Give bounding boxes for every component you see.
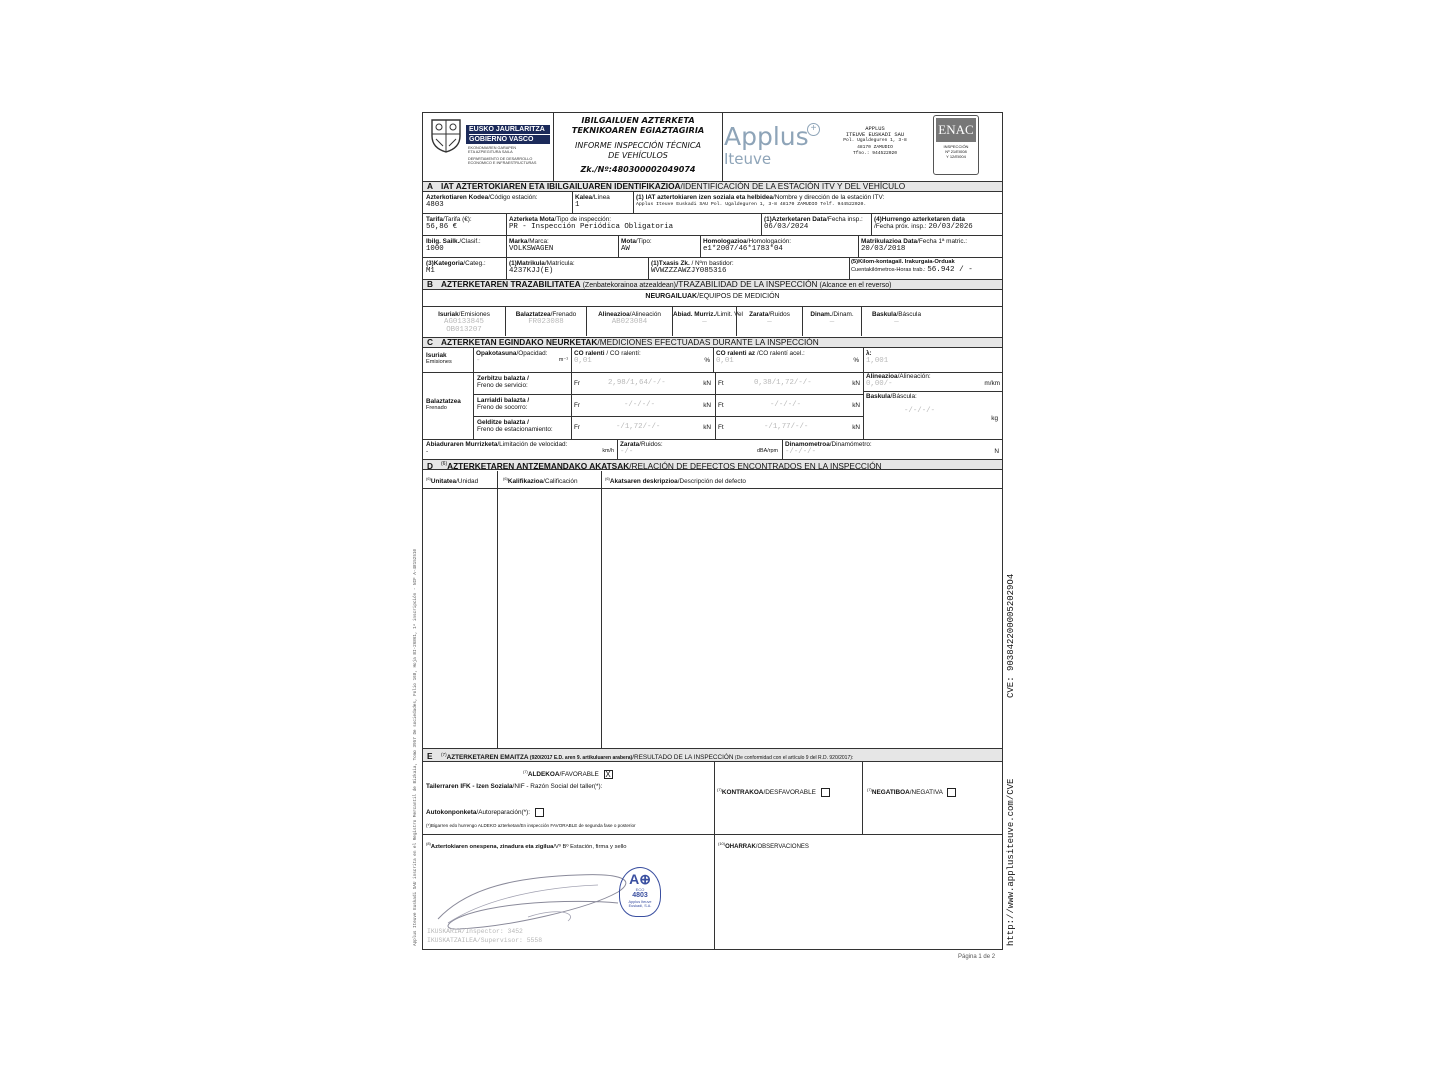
next-date-cell: (4)Hurrengo azterketaren data /Fecha próx. insp.: 20/03/2026 — [874, 216, 973, 232]
plate-cell: (1)Matrikula/Matrícula: 4237KJJ(E) — [509, 260, 644, 275]
applus-brand: Applus — [724, 122, 809, 151]
section-a-row1 — [423, 192, 1002, 213]
favorable-checkbox[interactable]: X — [605, 769, 611, 779]
stamp-logo: A⊕ — [629, 871, 651, 887]
section-b-header: B AZTERKETAREN TRAZABILITATEA (Zenbatekorainoa atzealdean)/TRAZABILIDAD DE LA INSPECCIÓN (Alcance en el reverso) — [423, 279, 1002, 290]
inspection-type-cell: Azterketa Mota/Tipo de inspección: PR - Inspección Periódica Obligatoria — [509, 216, 759, 231]
plate: 4237KJJ(E) — [509, 267, 554, 276]
inspection-date: 06/03/2024 — [764, 223, 809, 232]
title-es-line2: DE VEHÍCULOS — [608, 151, 668, 160]
gov-name-box — [466, 125, 550, 144]
equipment-id: — — [829, 318, 835, 327]
defects-header-row — [423, 471, 1002, 488]
observations-label: $^{(10)}$OHARRAK/OBSERVACIONES — [718, 841, 809, 850]
co-idle-cell: CO ralenti / CO ralentí: 0,01 % — [574, 350, 710, 366]
station-code-cell: Azterkotiaren Kodea/Código estación: 4803 — [426, 194, 566, 209]
tariff-cell: Tarifa/Tarifa (€): 56,86 € — [426, 216, 502, 231]
vehicle-class: 1000 — [426, 245, 444, 254]
noise-cell: Zarata/Ruidos: -/- dBA/rpm — [620, 441, 778, 457]
station-code: 4803 — [426, 201, 444, 210]
alignment-cell: Alineazioa/Alineación: 0,00/- m/km — [866, 373, 1000, 389]
parking-brake-row: Gelditze balazta / Freno de estacionamiento: Fr -/1,72/-/- kN Ft -/1,77/-/- kN — [474, 417, 863, 439]
odometer: 56.942 / - — [927, 266, 973, 275]
inspection-report — [422, 112, 1003, 950]
col-rating: $^{(6)}$Kalifikazioa/Calificación — [503, 476, 578, 486]
report-title — [554, 115, 722, 179]
vin-cell: (1)Txasis Zk. / Nºm bastidor: WVWZZZAWZJY085316 — [651, 260, 846, 275]
brand-cell: Marka/Marca: VOLKSWAGEN — [509, 238, 617, 253]
equipment-id: — — [702, 318, 707, 327]
unfavorable-option: $^{(7)}$KONTRAKOA/DESFAVORABLE — [717, 786, 830, 797]
result-footnote: (*)Bigarren edo hurrengo ALDEKO azterketan/En inspección FAVORABLE de segunda fase o posterior — [426, 823, 636, 828]
company-address: APPLUS ITEUVE EUSKADI SAU Pol. Ugaldeguren 1, 3-8 48170 ZAMUDIO Tfno.: 944522020 — [843, 126, 907, 156]
gov-dept: EKONOMIAREN GARAPEN ETA AZPIEGITURA SAILA DEPARTAMENTO DE DESARROLLO ECONOMICO E INFRAESTRUCTURAS — [468, 146, 537, 166]
section-e-header: E $^{(7)}$AZTERKETAREN EMAITZA (920/2017 E.D. aren 9. artikuluaren arabera)/RESULTADO DE LA INSPECCIÓN (De conformidad con el artículo 9 del R.D. 920/2017): — [423, 748, 1002, 762]
service-brake-row: Zerbitzu balazta / Freno de servicio: Fr 2,98/1,64/-/- kN Ft 0,38/1,72/-/- kN — [474, 373, 863, 395]
title-eu-line1: IBILGAILUEN AZTERKETA — [581, 115, 695, 125]
section-a-row4 — [423, 258, 1002, 279]
line-value: 1 — [575, 201, 580, 210]
dyno-cell: Dinamometroa/Dinamómetro: -/-/-/- N — [785, 441, 999, 457]
equipment-id: — — [767, 318, 772, 327]
tariff: 56,86 € — [426, 223, 458, 232]
equipment-cell: Isuriak/Emisiones AG0133845 OB013207 — [423, 307, 505, 336]
equipment-id: FR023088 — [528, 318, 564, 327]
report-number: Zk./Nº:480300002049074 — [580, 165, 696, 174]
parking-brake-fr: -/1,72/-/- — [616, 423, 661, 431]
service-brake-ft: 0,38/1,72/-/- — [754, 379, 812, 387]
class-cell: Ibilg. Sailk./Clasif.: 1000 — [426, 238, 502, 253]
col-unit: $^{(6)}$Unitatea/Unidad — [426, 476, 479, 486]
enac-logo: ENAC INSPECCIÓN Nº 21/EI008 Y 12/EI004 — [933, 115, 979, 175]
stamp-number: 4803 — [632, 892, 648, 899]
defects-body — [423, 489, 1002, 748]
opacity-cell: Opakotasuna/Opacidad: - m⁻¹ — [476, 350, 568, 366]
category: M1 — [426, 267, 435, 276]
service-brake-fr: 2,98/1,64/-/- — [608, 379, 666, 387]
applus-sub: Iteuve — [724, 150, 772, 168]
category-cell: (3)Kategoria/Categ.: M1 — [426, 260, 502, 275]
section-c-header: C AZTERKETAN EGINDAKO NEURKETAK/MEDICIONES EFECTUADAS DURANTE LA INSPECCIÓN — [423, 337, 1002, 348]
inspector-line: IKUSKARIA/Inspector: 3452 — [427, 928, 523, 935]
unfavorable-checkbox[interactable] — [821, 788, 830, 797]
emergency-brake-ft: -/-/-/- — [770, 401, 802, 409]
equipment-id: — — [894, 318, 899, 327]
equipment-cell: Baskula/Báscula — — [861, 307, 931, 336]
page-number: Página 1 de 2 — [958, 954, 996, 960]
braking-block — [423, 373, 1002, 439]
equipment-row — [423, 307, 1002, 336]
observations-block — [715, 835, 1002, 949]
station-name: Applus Iteuve Euskadi SAU Pol. Ugaldeguren 1, 3-8 48170 ZAMUDIO Telf. 944522020. — [636, 202, 867, 208]
homologation-cell: Homologazioa/Homologación: e1*2007/46*1783*04 — [703, 238, 855, 253]
gov-emblem-icon — [428, 116, 464, 154]
equipment-cell: Abiad. Murriz./Limit. Vel — — [672, 307, 736, 336]
odometer-cell: (5)Kilom-kontagail. Irakurgaia-Orduak Cuentakilómetros-Horas trab.: 56.942 / - — [851, 259, 973, 275]
speed-noise-row — [423, 440, 1002, 459]
station-name-cell: (1) IAT aztertokiaren izen soziala eta helbidea/Nombre y dirección de la estación ITV: Applus Iteuve Euskadi SAU Pol. Ugaldeguren 1, 3-8 48170 ZAMUDIO Telf. 944522020. — [636, 194, 998, 209]
signature-block — [423, 835, 714, 949]
inspection-type: PR - Inspección Periódica Obligatoria — [509, 223, 674, 232]
vehicle-brand: VOLKSWAGEN — [509, 245, 554, 254]
inspection-date-cell: (1)Azterketaren Data/Fecha insp.: 06/03/2024 — [764, 216, 868, 231]
result-block — [423, 762, 1002, 834]
signature-label: $^{(8)}$Aztertokiaren onespena, zinadura eta zigilua/Vº Bº Estación, firma y sello — [426, 841, 627, 850]
section-a-header: A IAT AZTERTOKIAREN ETA IBILGAILUAREN IDENTIFIKAZIOA/IDENTIFICACIÓN DE LA ESTACIÓN ITV Y DEL VEHÍCULO — [423, 181, 1002, 192]
type-cell: Mota/Tipo: AW — [621, 238, 696, 253]
title-eu-line2: TEKNIKOAREN EGIAZTAGIRIA — [571, 125, 705, 135]
emergency-brake-fr: -/-/-/- — [624, 401, 656, 409]
speed-limit-cell: Abiaduraren Murrizketa/Limitación de velocidad: - km/h — [426, 441, 614, 456]
co-accel-cell: CO ralenti az /CO ralentí acel.: 0,01 % — [716, 350, 859, 366]
homologation: e1*2007/46*1783*04 — [703, 245, 783, 254]
registration-date: 20/03/2018 — [861, 245, 906, 254]
self-repair-checkbox[interactable] — [535, 808, 544, 817]
applus-logo — [724, 123, 824, 173]
favorable-option: $^{(7)}$ALDEKOA/FAVORABLE X — [523, 769, 611, 779]
braking-label: Balaztatzea Frenado — [426, 398, 461, 412]
vin: WVWZZZAWZJY085316 — [651, 267, 727, 276]
cve-url: http://www.applusiteuve.com/CVE — [1006, 778, 1016, 946]
equipment-id: AB023084 — [611, 318, 648, 327]
lambda-cell: λ: 1,001 — [866, 350, 889, 366]
emissions-label: Isuriak Emisiones — [426, 352, 452, 366]
equipment-id-2: OB013207 — [446, 326, 482, 335]
title-es-line1: INFORME INSPECCIÓN TÉCNICA — [575, 141, 701, 150]
gov-line1: EUSKO JAURLARITZA — [469, 126, 545, 133]
enac-label: ENAC — [936, 118, 976, 142]
equipment-cell: Zarata/Ruidos — — [736, 307, 802, 336]
negative-checkbox[interactable] — [947, 788, 956, 797]
applus-plus-icon: + — [807, 123, 820, 136]
equipment-cell: Balaztatzea/Frenado FR023088 — [505, 307, 586, 336]
col-description: $^{(6)}$Akatsaren deskripzioa/Descripción del defecto — [605, 476, 746, 486]
section-a-row3 — [423, 236, 1002, 257]
equipment-id: AG0133845 — [444, 318, 484, 327]
section-d-header: D $^{(6)}$AZTERKETAREN ANTZEMANDAKO AKATSAK/RELACIÓN DE DEFECTOS ENCONTRADOS EN LA INSPECCIÓN — [423, 459, 1002, 470]
negative-option: $^{(7)}$NEGATIBOA/NEGATIVA — [867, 786, 956, 797]
supervisor-line: IKUSKATZAILEA/Supervisor: 5558 — [427, 937, 543, 944]
equipment-title: NEURGAILUAK/EQUIPOS DE MEDICIÓN — [645, 293, 780, 300]
registration-date-cell: Matrikulazioa Data/Fecha 1ª matric.: 20/03/2018 — [861, 238, 1000, 253]
emissions-row — [423, 348, 1002, 372]
gov-line2: GOBIERNO VASCO — [469, 134, 550, 144]
emergency-brake-row: Larrialdi balazta / Freno de socorro: Fr -/-/-/- kN Ft -/-/-/- kN — [474, 395, 863, 417]
parking-brake-ft: -/1,77/-/- — [764, 423, 809, 431]
equipment-cell: Alineazioa/Alineación AB023084 — [586, 307, 672, 336]
scale-cell: Baskula/Báscula: -/-/-/- kg — [866, 393, 998, 422]
vehicle-type: AW — [621, 245, 630, 254]
station-stamp: A⊕ ECO 4803 Applus Iteuve Euskadi, S.A. — [619, 867, 661, 917]
line-cell: Kalea/Línea 1 — [575, 194, 630, 209]
header — [423, 113, 1002, 181]
gov-logo — [426, 116, 550, 178]
cve-code: CVE: 9038422000052029O4 — [1006, 573, 1016, 698]
section-a-row2 — [423, 214, 1002, 235]
workshop-field: Tailerraren IFK - Izen Soziala/NIF - Razón Social del taller(*): — [426, 783, 603, 790]
equipment-cell: Dinam./Dinam. — — [802, 307, 861, 336]
registry-text: Applus Iteuve Euskadi SAU inscrita en el Registro Mercantil de Bizkaia, Tomo 3957 De sociedades, Folio 168, Hoja BI-26861, 1ª inscripción - NIF A-48152510 — [413, 548, 418, 946]
self-repair-field: Autokonponketa/Autoreparación(*): — [426, 808, 544, 817]
next-date: 20/03/2026 — [928, 223, 973, 232]
